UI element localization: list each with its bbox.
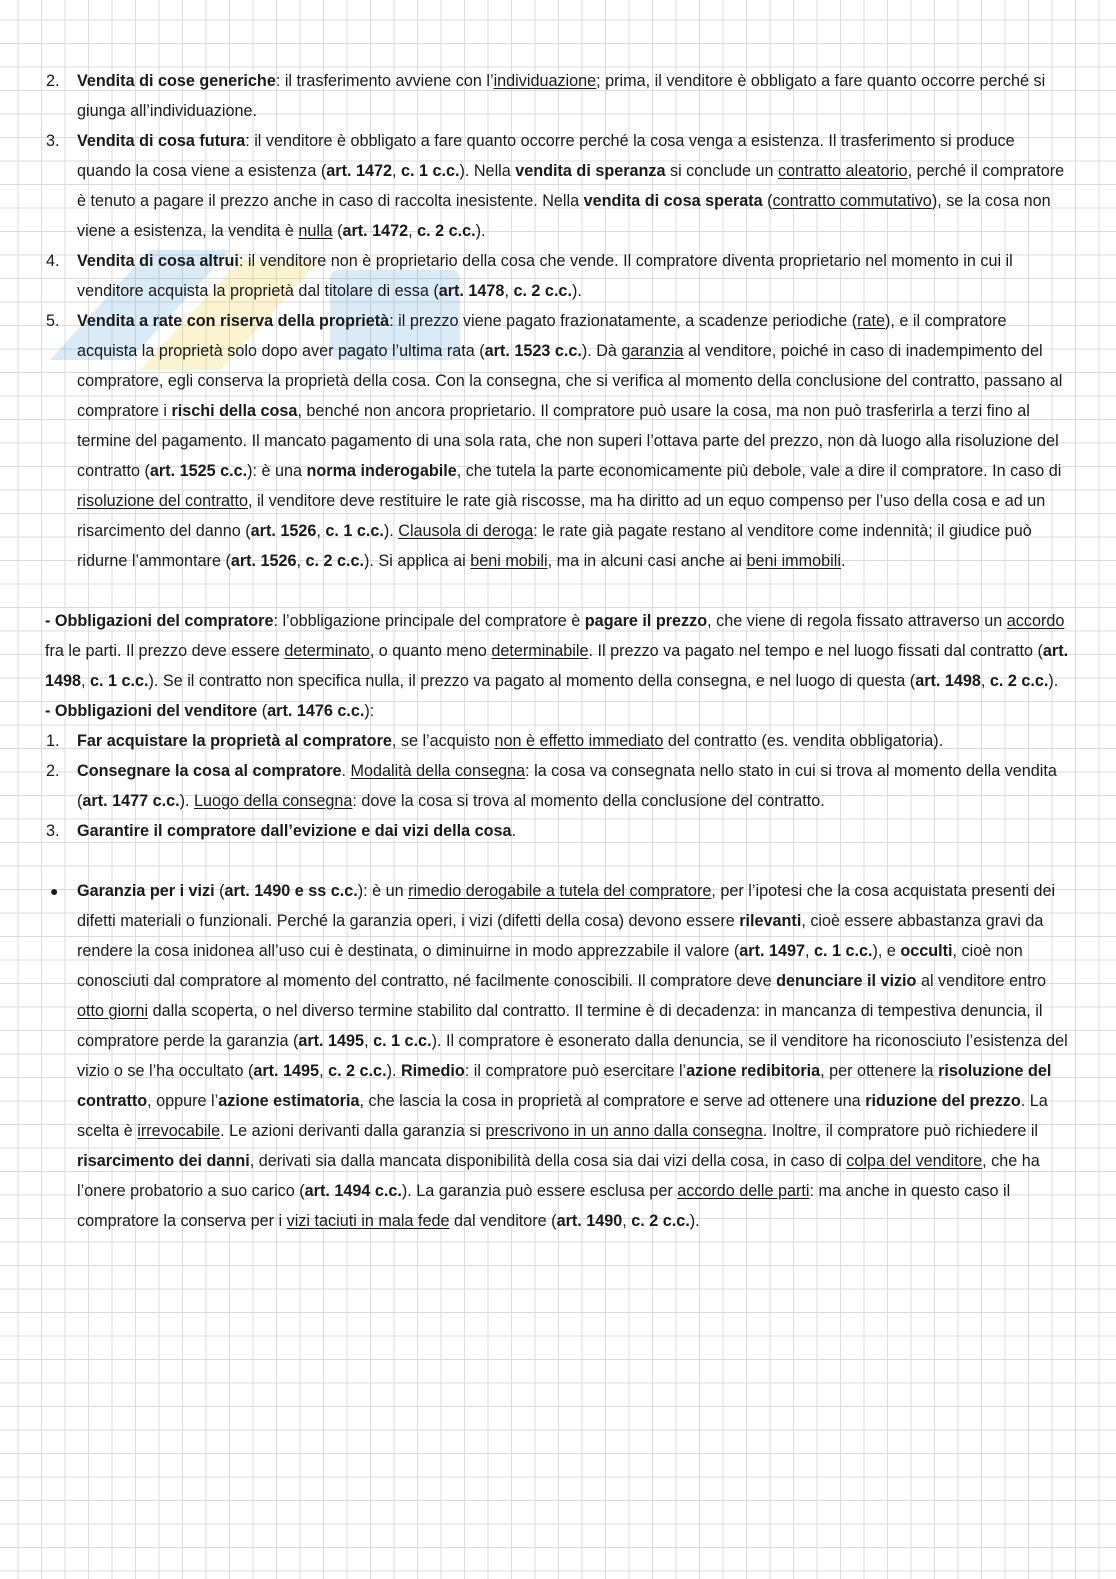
list-item: 3. Garantire il compratore dall’evizione e dai vizi della cosa. bbox=[46, 822, 517, 840]
list-item: 4. Vendita di cosa altrui: il venditore non è proprietario della cosa che vende. Il compratore diventa proprietario nel momento in cui il venditore acquista la proprietà dal titolare di essa (art. 1478, c. 2 c.c.). bbox=[46, 252, 1013, 300]
list-item: 2. Consegnare la cosa al compratore. Modalità della consegna: la cosa va consegnata nello stato in cui si trova al momento della vendita (art. 1477 c.c.). Luogo della consegna: dove la cosa si trova al momento della conclusione del contratto. bbox=[46, 762, 1057, 810]
list-item: 2. Vendita di cose generiche: il trasferimento avviene con l’individuazione; prima, il venditore è obbligato a fare quanto occorre perché si giunga all’individuazione. bbox=[46, 72, 1046, 120]
list-item: 1. Far acquistare la proprietà al compratore, se l’acquisto non è effetto immediato del contratto (es. vendita obbligatoria). bbox=[46, 732, 944, 750]
document-page bbox=[0, 66, 1116, 1236]
obbligazioni-compratore-paragraph: - Obbligazioni del compratore: l’obbligazione principale del compratore è pagare il prezzo, che viene di regola fissato attraverso un accordo fra le parti. Il prezzo deve essere determinato, o quanto meno determinabile. Il prezzo va pagato nel tempo e nel luogo fissati dal contratto (art. 1498, c. 1 c.c.). Se il contratto non specifica nulla, il prezzo va pagato al momento della consegna, e nel luogo di questa (art. 1498, c. 2 c.c.). bbox=[45, 612, 1069, 690]
garanzia-vizi-bullet: ● Garanzia per i vizi (art. 1490 e ss c.c.): è un rimedio derogabile a tutela del compratore, per l’ipotesi che la cosa acquistata presenti dei difetti materiali o funzionali. Perché la garanzia operi, i vizi (difetti della cosa) devono essere rilevanti, cioè essere abbastanza gravi da rendere la cosa inidonea all’uso cui è destinata, o diminuirne in modo apprezzabile il valore (art. 1497, c. 1 c.c.), e occulti, cioè non conosciuti dal compratore al momento del contratto, né facilmente conoscibili. Il compratore deve denunciare il vizio al venditore entro otto giorni dalla scoperta, o nel diverso termine stabilito dal contratto. Il termine è di decadenza: in mancanza di tempestiva denuncia, il compratore perde la garanzia (art. 1495, c. 1 c.c.). Il compratore è esonerato dalla denuncia, se il venditore ha riconosciuto l’esistenza del vizio o se l’ha occultato (art. 1495, c. 2 c.c.). Rimedio: il compratore può esercitare l’azione redibitoria, per ottenere la risoluzione del contratto, oppure l’azione estimatoria, che lascia la cosa in proprietà al compratore e serve ad ottenere una riduzione del prezzo. La scelta è irrevocabile. Le azioni derivanti dalla garanzia si prescrivono in un anno dalla consegna. Inoltre, il compratore può richiedere il risarcimento dei danni, derivati sia dalla mancata disponibilità della cosa sia dai vizi della cosa, in caso di colpa del venditore, che ha l’onere probatorio a suo carico (art. 1494 c.c.). La garanzia può essere esclusa per accordo delle parti: ma anche in questo caso il compratore la conserva per i vizi taciuti in mala fede dal venditore (art. 1490, c. 2 c.c.). bbox=[0, 876, 1116, 1236]
obbligazioni-venditore-heading: - Obbligazioni del venditore (art. 1476 c.c.): bbox=[45, 702, 375, 720]
list-item: 3. Vendita di cosa futura: il venditore è obbligato a fare quanto occorre perché la cosa venga a esistenza. Il trasferimento si produce quando la cosa viene a esistenza (art. 1472, c. 1 c.c.). Nella vendita di speranza si conclude un contratto aleatorio, perché il compratore è tenuto a pagare il prezzo anche in caso di raccolta inesistente. Nella vendita di cosa sperata (contratto commutativo), se la cosa non viene a esistenza, la vendita è nulla (art. 1472, c. 2 c.c.). bbox=[46, 132, 1065, 240]
list-item: 5. Vendita a rate con riserva della proprietà: il prezzo viene pagato frazionatamente, a scadenze periodiche (rate), e il compratore acquista la proprietà solo dopo aver pagato l’ultima rata (art. 1523 c.c.). Dà garanzia al venditore, poiché in caso di inadempimento del compratore, egli conserva la proprietà della cosa. Con la consegna, che si verifica al momento della conclusione del contratto, passano al compratore i rischi della cosa, benché non ancora proprietario. Il compratore può usare la cosa, ma non può trasferirla a terzi fino al termine del pagamento. Il mancato pagamento di una sola rata, che non superi l’ottava parte del prezzo, non dà luogo alla risoluzione del contratto (art. 1525 c.c.): è una norma inderogabile, che tutela la parte economicamente più debole, vale a dire il compratore. In caso di risoluzione del contratto, il venditore deve restituire le rate già riscosse, ma ha diritto ad un equo compenso per l’uso della cosa e ad un risarcimento del danno (art. 1526, c. 1 c.c.). Clausola di deroga: le rate già pagate restano al venditore come indennità; il giudice può ridurne l’ammontare (art. 1526, c. 2 c.c.). Si applica ai beni mobili, ma in alcuni casi anche ai beni immobili. bbox=[46, 312, 1063, 570]
bullet-icon: ● bbox=[50, 883, 59, 899]
